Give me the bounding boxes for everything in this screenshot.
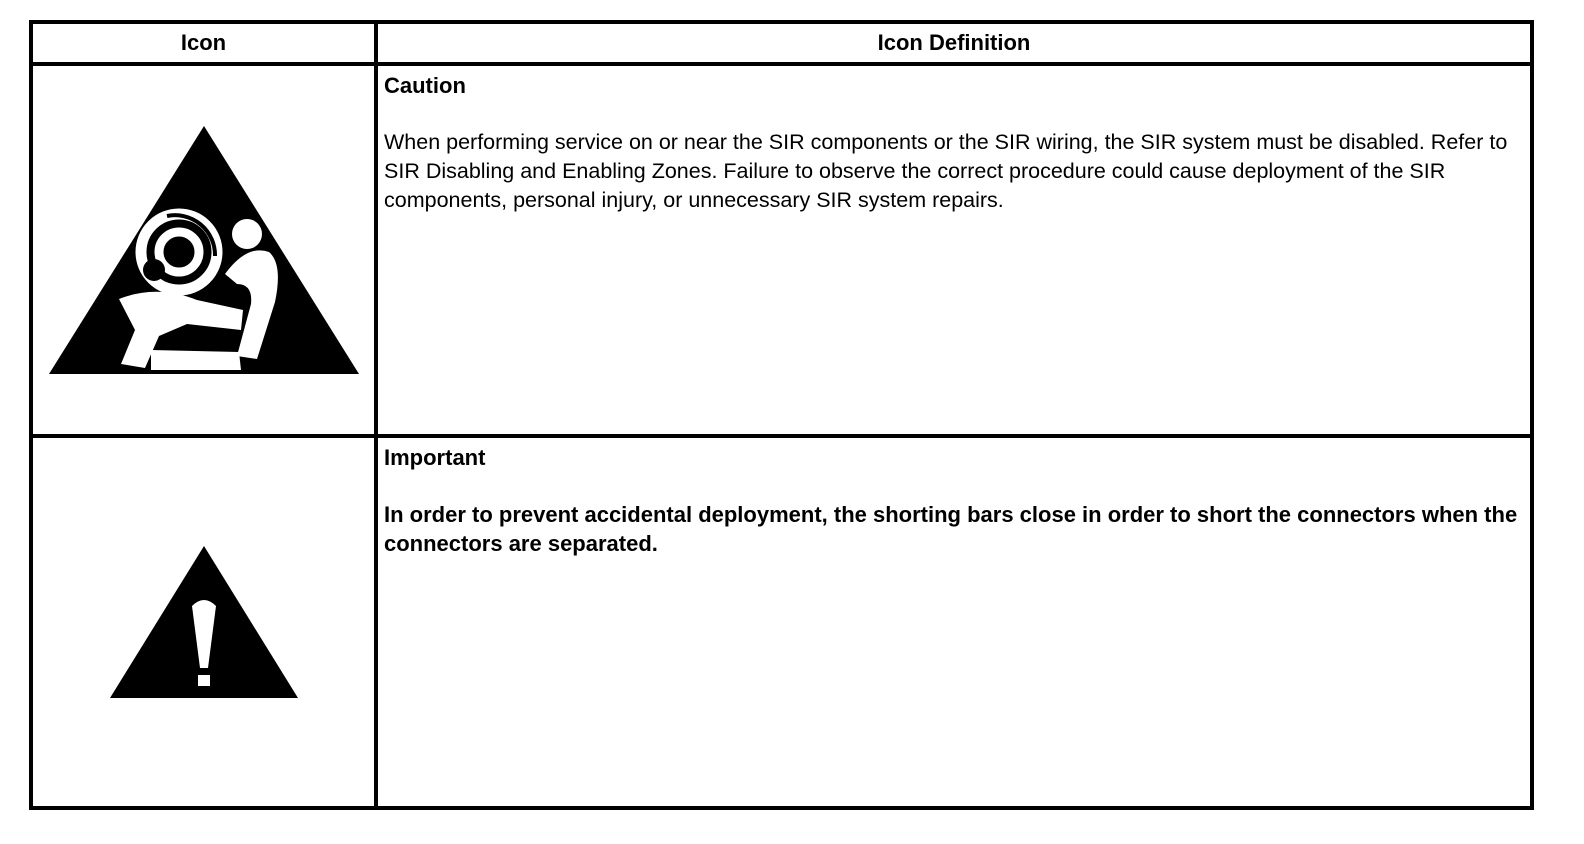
exclamation-warning-icon bbox=[108, 544, 300, 700]
sir-airbag-warning-icon bbox=[47, 124, 361, 376]
icon-cell bbox=[31, 436, 376, 808]
important-text: In order to prevent accidental deployment, the shorting bars close in order to short the connectors when the connectors are separated. bbox=[384, 502, 1518, 556]
header-icon-definition: Icon Definition bbox=[376, 22, 1532, 64]
table-row bbox=[31, 64, 1532, 436]
icon-cell bbox=[31, 64, 376, 436]
definition-cell bbox=[376, 64, 1532, 436]
header-row bbox=[31, 22, 1532, 64]
table-row bbox=[31, 436, 1532, 808]
icon-definition-table bbox=[29, 20, 1534, 810]
caution-title: Caution bbox=[384, 73, 466, 98]
important-title: Important bbox=[384, 445, 486, 470]
header-icon: Icon bbox=[31, 22, 376, 64]
definition-cell bbox=[376, 436, 1532, 808]
caution-text: When performing service on or near the SIR components or the SIR wiring, the SIR system must be disabled. Refer to SIR Disabling and Enabling Zones. Failure to observe the correct procedure could cause deployment of the SIR components, personal injury, or unnecessary SIR system repairs. bbox=[384, 130, 1508, 212]
